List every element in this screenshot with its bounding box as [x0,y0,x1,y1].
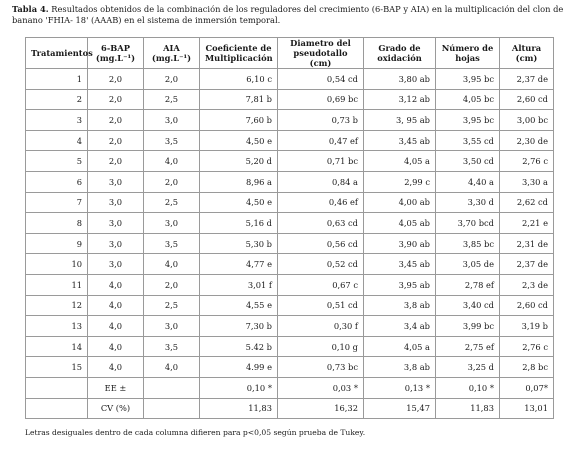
table-caption [12,4,568,26]
table-row [26,336,554,357]
table-row [26,110,554,131]
results-table [25,37,554,419]
table-row [26,357,554,378]
table-cell: 0,71 bc [278,151,364,172]
table-cell: 4,0 [88,316,144,337]
table-cell: 7,30 b [200,316,278,337]
table-cell: 2,0 [88,130,144,151]
column-header-line: AIA [163,43,180,53]
table-cell: 3,80 ab [364,69,436,90]
table-cell: 0,13 * [364,377,436,398]
table-cell: 0,69 bc [278,89,364,110]
table-cell: 3,0 [144,110,200,131]
table-cell: 3, 95 ab [364,110,436,131]
table-cell: 2,99 c [364,171,436,192]
table-cell: 3,00 bc [500,110,554,131]
table-cell: 4 [26,130,88,151]
table-cell: 0,30 f [278,316,364,337]
table-row [26,130,554,151]
table-cell [26,398,88,419]
table-cell: 0,07* [500,377,554,398]
table-cell: 2,75 ef [436,336,500,357]
table-row [26,274,554,295]
table-cell: 3,25 d [436,357,500,378]
table-cell: 3,12 ab [364,89,436,110]
table-cell: 15,47 [364,398,436,419]
column-header-line: Diametro del [290,38,351,48]
column-header-line: hojas [455,53,480,63]
table-cell: 0,46 ef [278,192,364,213]
table-cell: 6 [26,171,88,192]
column-header-line: Grado de [378,43,421,53]
table-cell: 2,0 [88,110,144,131]
footnote: Letras desiguales dentro de cada columna difieren para p<0,05 según prueba de Tukey. [25,428,366,437]
column-header [364,38,436,69]
table-cell: 3,70 bcd [436,213,500,234]
table-cell: 2,76 c [500,151,554,172]
table-row [26,254,554,275]
table-cell: 2,60 cd [500,295,554,316]
column-header-line: oxidación [377,53,422,63]
table-row [26,171,554,192]
table-cell: 5,20 d [200,151,278,172]
table-cell: 16,32 [278,398,364,419]
table-cell: 3,95 ab [364,274,436,295]
table-cell: 3,5 [144,336,200,357]
table-row [26,316,554,337]
table-cell: 6,10 c [200,69,278,90]
table-cell: 7,60 b [200,110,278,131]
cv-row [26,398,554,419]
table-cell: 13,01 [500,398,554,419]
table-cell: 3,90 ab [364,233,436,254]
table-cell: 0,73 b [278,110,364,131]
table-cell: 11,83 [436,398,500,419]
table-cell: 3,99 bc [436,316,500,337]
table-cell: 1 [26,69,88,90]
table-cell: 2,8 bc [500,357,554,378]
table-cell: 3,0 [88,192,144,213]
table-cell: 7 [26,192,88,213]
table-cell: 3,55 cd [436,130,500,151]
column-header [200,38,278,69]
column-header [26,38,93,69]
table-cell: 0,10 * [436,377,500,398]
table-cell: 4,0 [88,357,144,378]
table-cell: 14 [26,336,88,357]
table-cell: 4,77 e [200,254,278,275]
table-cell: 8 [26,213,88,234]
table-cell: 5 [26,151,88,172]
table-row [26,69,554,90]
column-header-line: Altura (cm) [511,43,542,63]
table-cell: 2,0 [144,171,200,192]
table-cell: 3,30 a [500,171,554,192]
table-cell: 3,95 bc [436,110,500,131]
table-cell: 4,0 [88,274,144,295]
table-cell: 3,05 de [436,254,500,275]
table-cell: 3,0 [144,316,200,337]
table-cell: 3,0 [88,171,144,192]
table-cell: 2,5 [144,295,200,316]
table-cell: 11 [26,274,88,295]
table-cell: 4,0 [88,295,144,316]
column-header-line: 6-BAP [101,43,130,53]
table-cell: 7,81 b [200,89,278,110]
column-header-line: (mg.L⁻¹) [95,53,136,63]
table-cell: 11,83 [200,398,278,419]
table-cell: 3,5 [144,130,200,151]
column-header [436,38,500,69]
table-cell: 0,51 cd [278,295,364,316]
column-header [278,38,364,69]
table-cell: 3,0 [144,213,200,234]
table-cell: 2,0 [88,151,144,172]
table-cell: 15 [26,357,88,378]
table-cell: 4.99 e [200,357,278,378]
table-cell: 5.42 b [200,336,278,357]
table-cell: 0,73 bc [278,357,364,378]
column-header-line: pseudotallo (cm) [293,48,348,68]
table-cell: 2,21 e [500,213,554,234]
table-cell: 0,10 * [200,377,278,398]
table-cell: 3,45 ab [364,130,436,151]
table-cell: 2,5 [144,192,200,213]
table-cell: 0,52 cd [278,254,364,275]
table-cell: 4,55 e [200,295,278,316]
table-cell: 9 [26,233,88,254]
table-cell: 4,40 a [436,171,500,192]
table-cell: 4,50 e [200,192,278,213]
table-cell: 2,78 ef [436,274,500,295]
table-cell: 4,05 ab [364,213,436,234]
column-header [144,38,200,69]
ee-row [26,377,554,398]
table-cell: 4,0 [144,151,200,172]
table-cell: 8,96 a [200,171,278,192]
table-cell: 12 [26,295,88,316]
table-cell: 5,16 d [200,213,278,234]
table-row [26,89,554,110]
column-header-line: Multiplicación [205,53,273,63]
table-cell: 2,0 [144,274,200,295]
table-cell: EE ± [88,377,144,398]
table-cell: 2,3 de [500,274,554,295]
table-cell: 4,05 a [364,151,436,172]
caption-text: Resultados obtenidos de la combinación de los reguladores del crecimiento (6-BAP y AIA) en la multiplicación del clon de banano 'FHIA- 18' (AAAB) en el sistema de inmersión temporal. [12,4,564,25]
table-cell: 4,50 e [200,130,278,151]
table-cell: 3,40 cd [436,295,500,316]
column-header [500,38,554,69]
table-cell: 2,37 de [500,69,554,90]
table-cell: 0,67 c [278,274,364,295]
table-body [26,69,554,419]
table-cell: 5,30 b [200,233,278,254]
table-cell: 3,8 ab [364,295,436,316]
table-cell: 2,30 de [500,130,554,151]
table-cell: 3,19 b [500,316,554,337]
table-row [26,192,554,213]
table-cell: 2,5 [144,89,200,110]
header-row [26,38,554,69]
table-cell: 4,05 bc [436,89,500,110]
table-cell: 3,95 bc [436,69,500,90]
table-cell: 4,00 ab [364,192,436,213]
table-cell: 4,0 [144,254,200,275]
table-cell [26,377,88,398]
column-header-line: Tratamientos [31,48,93,58]
column-header-line: (mg.L⁻¹) [151,53,192,63]
table-cell: 3,0 [88,233,144,254]
table-cell: 2,0 [88,89,144,110]
table-row [26,233,554,254]
table-cell: CV (%) [88,398,144,419]
table-cell [144,377,200,398]
table-cell: 3,4 ab [364,316,436,337]
table-cell: 4,0 [144,357,200,378]
table-cell: 13 [26,316,88,337]
table-row [26,295,554,316]
column-header [88,38,144,69]
table-cell [144,398,200,419]
table-cell: 0,03 * [278,377,364,398]
table-cell: 3,0 [88,213,144,234]
table-cell: 10 [26,254,88,275]
table-cell: 3,01 f [200,274,278,295]
table-cell: 2,31 de [500,233,554,254]
table-cell: 3,30 d [436,192,500,213]
table-row [26,151,554,172]
table-cell: 3 [26,110,88,131]
table-cell: 2,0 [144,69,200,90]
table-cell: 0,10 g [278,336,364,357]
column-header-line: Coeficiente de [205,43,272,53]
table-cell: 0,47 ef [278,130,364,151]
table-cell: 3,85 bc [436,233,500,254]
caption-label: Tabla 4. [12,4,49,14]
table-cell: 2,37 de [500,254,554,275]
table-cell: 3,8 ab [364,357,436,378]
table-cell: 3,0 [88,254,144,275]
table-cell: 0,54 cd [278,69,364,90]
table-cell: 2,76 c [500,336,554,357]
table-cell: 0,56 cd [278,233,364,254]
table-cell: 3,50 cd [436,151,500,172]
table-cell: 2,62 cd [500,192,554,213]
table-cell: 4,0 [88,336,144,357]
table-cell: 0,63 cd [278,213,364,234]
table-cell: 0,84 a [278,171,364,192]
table-cell: 2,60 cd [500,89,554,110]
table-cell: 2,0 [88,69,144,90]
table-cell: 2 [26,89,88,110]
table-cell: 3,45 ab [364,254,436,275]
table-row [26,213,554,234]
table-cell: 3,5 [144,233,200,254]
column-header-line: Número de [441,43,494,53]
table-cell: 4,05 a [364,336,436,357]
